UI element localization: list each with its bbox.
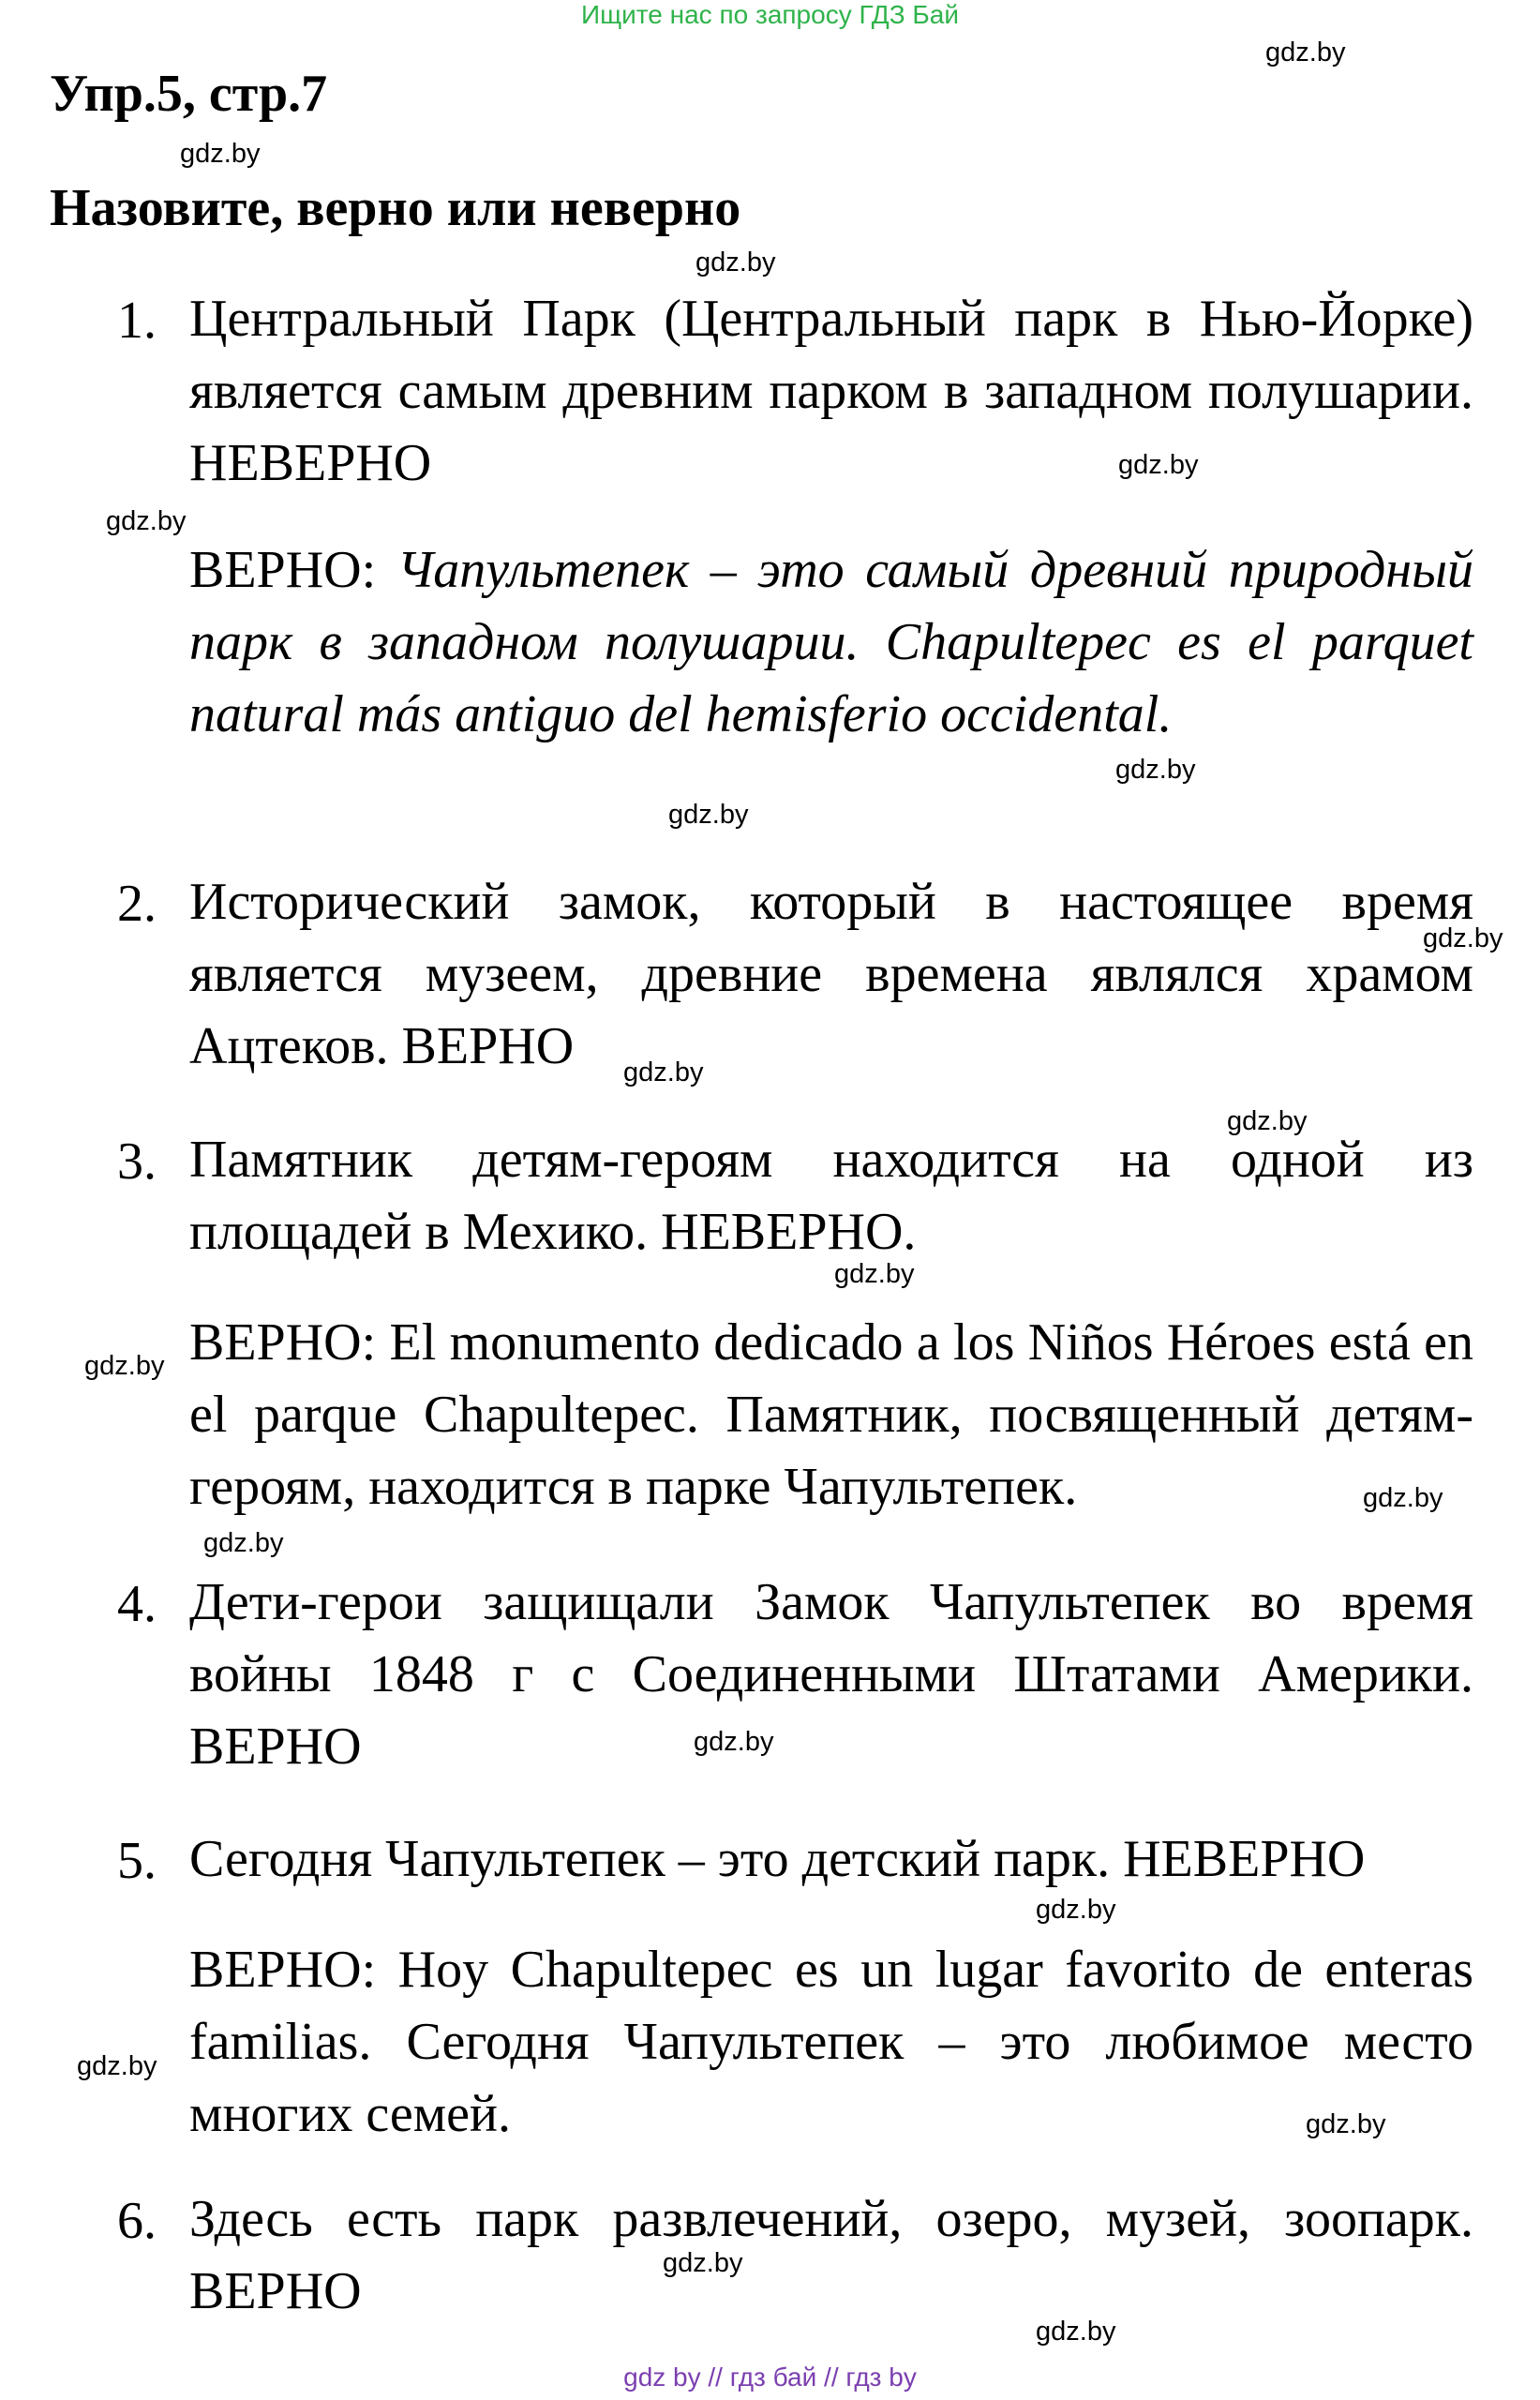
watermark: gdz.by — [1036, 2317, 1116, 2347]
correction-label: ВЕРНО: — [189, 1313, 377, 1372]
watermark: gdz.by — [1306, 2109, 1386, 2139]
task-heading: Назовите, верно или неверно — [50, 179, 741, 237]
item-number: 2. — [117, 875, 157, 933]
watermark: gdz.by — [203, 1528, 284, 1558]
watermark: gdz.by — [84, 1351, 165, 1381]
item-number: 6. — [117, 2192, 157, 2250]
item-statement: Здесь есть парк развлечений, озеро, музей, зоопарк. ВЕРНО — [189, 2190, 1473, 2320]
watermark: gdz.by — [1227, 1106, 1308, 1136]
watermark: gdz.by — [106, 506, 187, 536]
item-number: 3. — [117, 1132, 157, 1191]
exercise-title: Упр.5, стр.7 — [50, 65, 328, 123]
watermark: gdz.by — [623, 1058, 704, 1088]
watermark: gdz.by — [1115, 755, 1196, 785]
correction-paragraph — [189, 1934, 1473, 2151]
watermark: gdz.by — [695, 248, 776, 278]
correction-text: El monumento dedicado a los Niños Héroes está en el parque Chapultepec. Памятник, посвященный детям-героям, находится в парке Чапультепек. — [189, 1313, 1474, 1516]
footer-links[interactable]: gdz by // гдз бай // гдз by — [623, 2362, 917, 2392]
correction-label: ВЕРНО: — [189, 541, 377, 599]
watermark: gdz.by — [694, 1727, 774, 1757]
watermark: gdz.by — [77, 2051, 157, 2081]
item-number: 1. — [117, 292, 157, 350]
watermark: gdz.by — [1036, 1895, 1116, 1925]
watermark: gdz.by — [663, 2248, 743, 2278]
item-statement: Сегодня Чапультепек – это детский парк. НЕВЕРНО — [189, 1830, 1366, 1888]
item-number: 4. — [117, 1575, 157, 1633]
item-statement: Центральный Парк (Центральный парк в Нью-Йорке) является самым древним парком в западном полушарии. НЕВЕРНО — [189, 290, 1473, 492]
item-statement: Исторический замок, который в настоящее время является музеем, древние времена являлся храмом Ацтеков. ВЕРНО — [189, 873, 1473, 1075]
watermark: gdz.by — [1423, 923, 1503, 953]
watermark: gdz.by — [1118, 450, 1199, 480]
correction-text: Hoy Chapultepec es un lugar favorito de enteras familias. Сегодня Чапультепек – это любимое место многих семей. — [189, 1941, 1474, 2143]
correction-label: ВЕРНО: — [189, 1941, 377, 1999]
correction-paragraph — [189, 1307, 1473, 1523]
item-number: 5. — [117, 1832, 157, 1890]
watermark: gdz.by — [180, 139, 261, 169]
item-statement: Дети-герои защищали Замок Чапультепек во время войны 1848 г с Соединенными Штатами Америки. ВЕРНО — [189, 1573, 1473, 1776]
correction-text: Чапультепек – это самый древний природный парк в западном полушарии. Chapultepec es el parquet natural más antiguo del hemisferio occidental. — [189, 541, 1473, 743]
top-banner[interactable]: Ищите нас по запросу ГДЗ Бай — [580, 0, 960, 29]
item-statement: Памятник детям-героям находится на одной из площадей в Мехико. НЕВЕРНО. — [189, 1131, 1473, 1261]
watermark: gdz.by — [1265, 38, 1346, 68]
watermark: gdz.by — [1363, 1483, 1443, 1513]
watermark: gdz.by — [834, 1259, 915, 1289]
watermark: gdz.by — [668, 800, 749, 830]
correction-paragraph — [189, 534, 1473, 751]
